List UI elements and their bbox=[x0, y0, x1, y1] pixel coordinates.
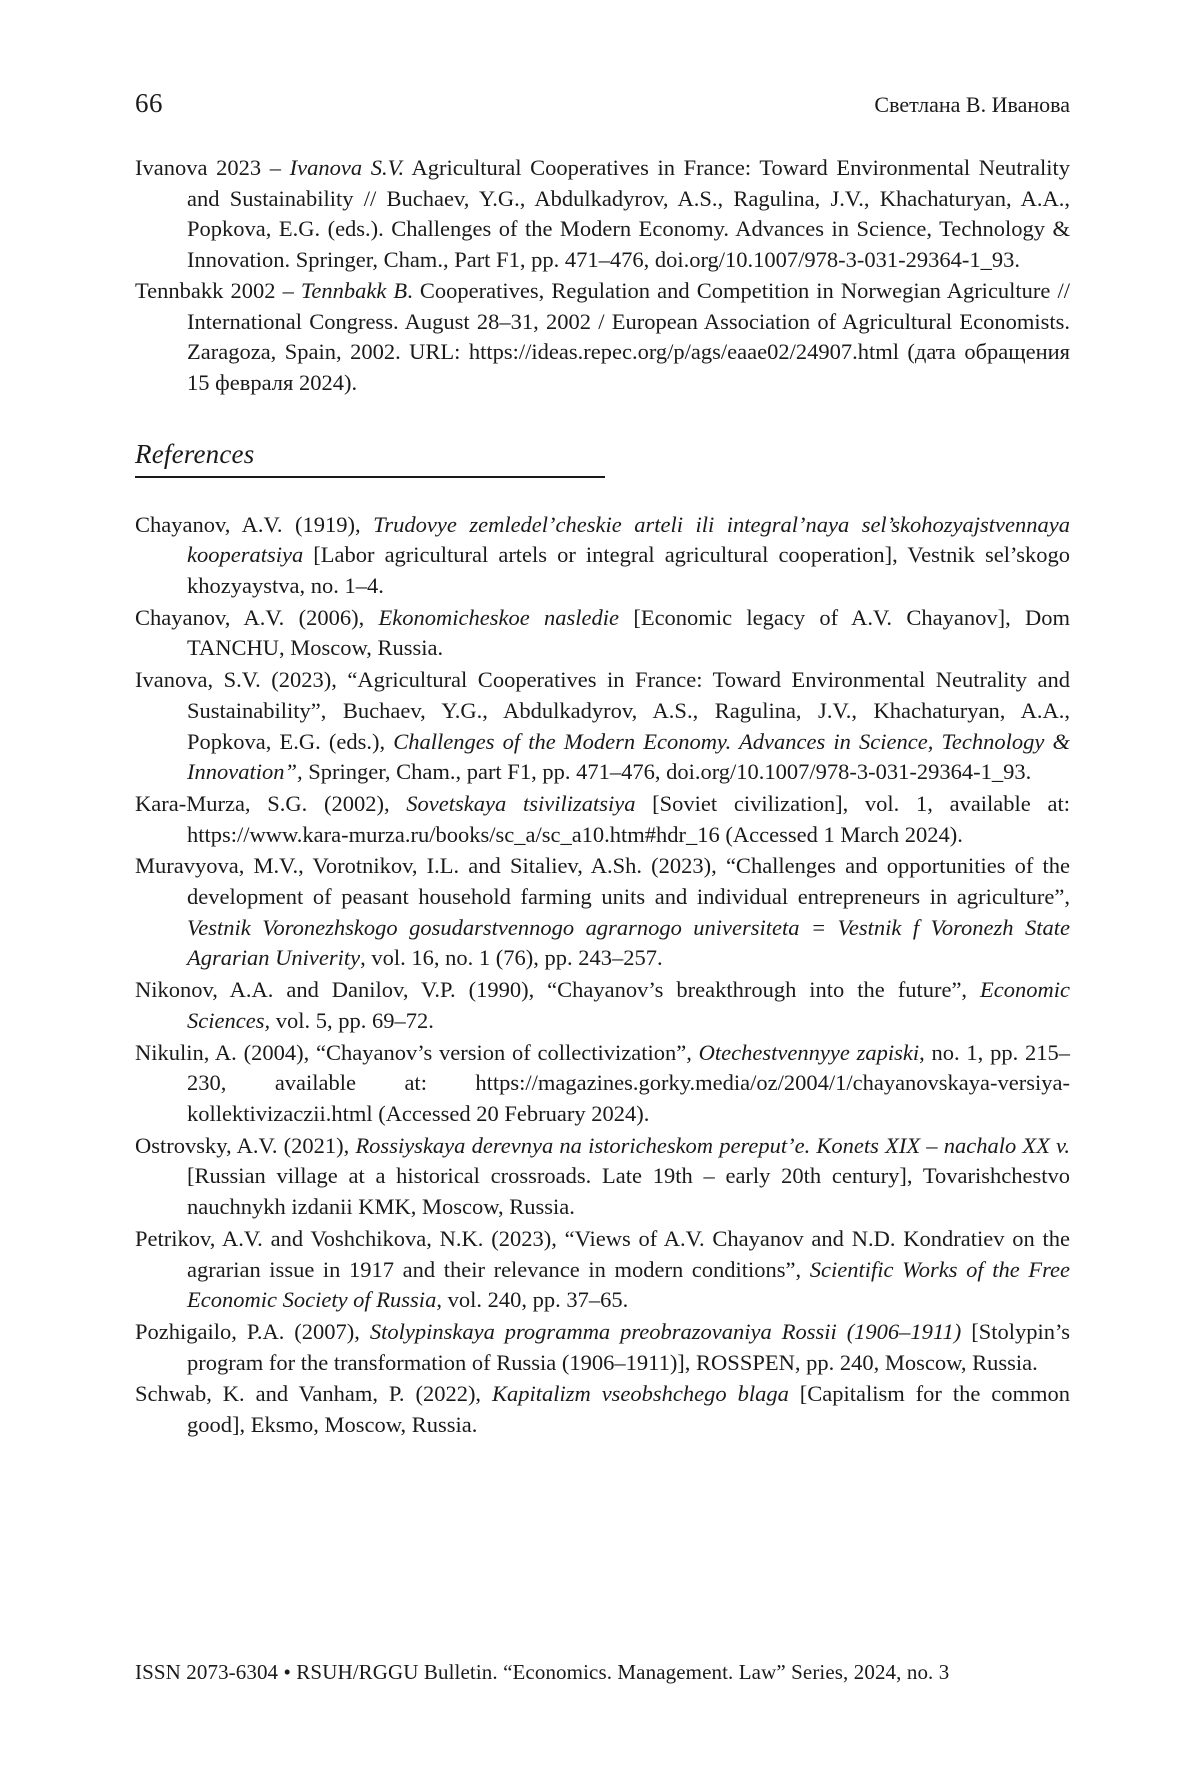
running-head bbox=[135, 88, 1070, 119]
reference-text: [Labor agricultural artels or integral agricultural cooperation], Vestnik sel’skogo khozyaystva, no. 1–4. bbox=[187, 542, 1070, 599]
reference-title-italic: Ekonomicheskoe nasledie bbox=[378, 604, 620, 630]
reference-text: Tennbakk 2002 – bbox=[135, 277, 301, 303]
reference-text: [Economic legacy of A.V. Chayanov], Dom TANCHU, Moscow, Russia. bbox=[187, 604, 1070, 661]
reference-text: , vol. 240, pp. 37–65. bbox=[436, 1287, 629, 1313]
reference-entry bbox=[135, 276, 1070, 399]
reference-title-italic: Vestnik Voronezhskogo gosudarstvennogo agrarnogo universiteta = Vestnik f Voronezh State Agrarian Univerity bbox=[187, 914, 1070, 971]
reference-text: [Russian village at a historical crossroads. Late 19th – early 20th century], Tovarishchestvo nauchnykh izdanii KMK, Moscow, Russia. bbox=[187, 1163, 1070, 1220]
reference-entry bbox=[135, 603, 1070, 664]
reference-entry bbox=[135, 665, 1070, 788]
reference-text: , vol. 16, no. 1 (76), pp. 243–257. bbox=[360, 945, 663, 971]
reference-title-italic: Kapitalizm vseobshchego blaga bbox=[492, 1381, 789, 1407]
reference-text: Chayanov, A.V. (2006), bbox=[135, 604, 379, 630]
reference-text: Agricultural Cooperatives in France: Toward Environmental Neutrality and Sustainability // Buchaev, Y.G., Abdulkadyrov, A.S., Ragulina, J.V., Khachaturyan, A.A., Popkova, E.G. (eds.). Challenges of the Modern Economy. Advances in Science, Technology & Innovation. Springer, Cham., Part F1, pp. 471–476, doi.org/10.1007/978-3-031-29364-1_93. bbox=[187, 155, 1071, 273]
reference-title-italic: Trudovye zemledel’cheskie arteli ili integral’naya sel’skohozyajstvennaya kooperatsiya bbox=[187, 511, 1070, 568]
reference-text: [Stolypin’s program for the transformation of Russia (1906–1911)], ROSSPEN, pp. 240, Moscow, Russia. bbox=[187, 1318, 1070, 1375]
reference-title-italic: Ivanova S.V. bbox=[289, 155, 405, 180]
reference-text: Springer, Cham., part F1, pp. 471–476, doi.org/10.1007/978-3-031-29364-1_93. bbox=[302, 759, 1032, 785]
reference-entry bbox=[135, 1131, 1070, 1223]
reference-entry bbox=[135, 851, 1070, 974]
page-content bbox=[135, 88, 1070, 1442]
reference-text: Ostrovsky, A.V. (2021), bbox=[135, 1132, 356, 1158]
reference-text: Ivanova, S.V. (2023), “Agricultural Cooperatives in France: Toward Environmental Neutrality and Sustainability”, Buchaev, Y.G., Abdulkadyrov, A.S., Ragulina, J.V., Khachaturyan, A.A., Popkova, E.G. (eds.), bbox=[135, 667, 1070, 754]
reference-title-italic: Scientific Works of the Free Economic Society of Russia bbox=[187, 1256, 1070, 1313]
reference-entry bbox=[135, 153, 1070, 276]
reference-title-italic: Challenges of the Modern Economy. Advances in Science, Technology & Innovation”, bbox=[187, 728, 1070, 785]
section-heading-references: References bbox=[135, 438, 255, 469]
reference-text: , no. 1, pp. 215–230, available at: https://magazines.gorky.media/oz/2004/1/chayanovskaya-versiya-kollektivizaczii.html (Accessed 20 February 2024). bbox=[187, 1039, 1071, 1126]
reference-title-italic: Rossiyskaya derevnya na istoricheskom pereput’e. Konets XIX – nachalo XX v. bbox=[355, 1132, 1070, 1158]
reference-text: Nikulin, A. (2004), “Chayanov’s version of collectivization”, bbox=[135, 1039, 699, 1065]
references-list-russian bbox=[135, 153, 1070, 399]
reference-text: . Cooperatives, Regulation and Competition in Norwegian Agriculture // International Congress. August 28–31, 2002 / European Association of Agricultural Economists. Zaragoza, Spain, 2002. URL: https://ideas.repec.org/p/ags/eaae02/24907.html (дата обращения 15 февраля 2024). bbox=[187, 277, 1070, 395]
reference-text: Ivanova 2023 – bbox=[135, 155, 290, 180]
reference-entry bbox=[135, 1224, 1070, 1316]
reference-entry bbox=[135, 1379, 1070, 1440]
reference-text: Muravyova, M.V., Vorotnikov, I.L. and Sitaliev, A.Sh. (2023), “Challenges and opportunities of the development of peasant household farming units and individual entrepreneurs in agriculture”, bbox=[135, 853, 1070, 910]
page-footer: ISSN 2073-6304 • RSUH/RGGU Bulletin. “Economics. Management. Law” Series, 2024, no. 3 bbox=[135, 1660, 950, 1684]
section-divider bbox=[135, 476, 605, 478]
reference-entry bbox=[135, 510, 1070, 602]
reference-entry bbox=[135, 1038, 1070, 1130]
reference-text: Schwab, K. and Vanham, P. (2022), bbox=[135, 1381, 492, 1407]
reference-text: Petrikov, A.V. and Voshchikova, N.K. (2023), “Views of A.V. Chayanov and N.D. Kondratiev on the agrarian issue in 1917 and their relevance in modern conditions”, bbox=[135, 1225, 1070, 1282]
reference-text: [Soviet civilization], vol. 1, available at: https://www.kara-murza.ru/books/sc_a/sc_a10.htm#hdr_16 (Accessed 1 March 2024). bbox=[187, 790, 1070, 847]
reference-text: Kara-Murza, S.G. (2002), bbox=[135, 790, 407, 816]
reference-entry bbox=[135, 789, 1070, 850]
page-number: 66 bbox=[135, 88, 163, 118]
references-list-english bbox=[135, 510, 1070, 1441]
reference-entry bbox=[135, 975, 1070, 1036]
reference-entry bbox=[135, 1317, 1070, 1378]
reference-title-italic: Tennbakk B bbox=[300, 277, 408, 303]
reference-text: Pozhigailo, P.A. (2007), bbox=[135, 1318, 370, 1344]
reference-title-italic: Otechestvennyye zapiski bbox=[698, 1039, 920, 1065]
reference-title-italic: Stolypinskaya programma preobrazovaniya Rossii (1906–1911) bbox=[369, 1318, 962, 1344]
reference-text: vol. 5, pp. 69–72. bbox=[270, 1007, 434, 1033]
reference-text: [Capitalism for the common good], Eksmo, Moscow, Russia. bbox=[187, 1381, 1070, 1438]
reference-title-italic: Sovetskaya tsivilizatsiya bbox=[406, 790, 636, 816]
reference-text: Nikonov, A.A. and Danilov, V.P. (1990), “Chayanov’s breakthrough into the future”, bbox=[135, 977, 981, 1003]
reference-text: Chayanov, A.V. (1919), bbox=[135, 511, 374, 537]
running-head-author: Светлана В. Иванова bbox=[874, 92, 1070, 117]
reference-title-italic: Economic Sciences, bbox=[187, 977, 1070, 1033]
